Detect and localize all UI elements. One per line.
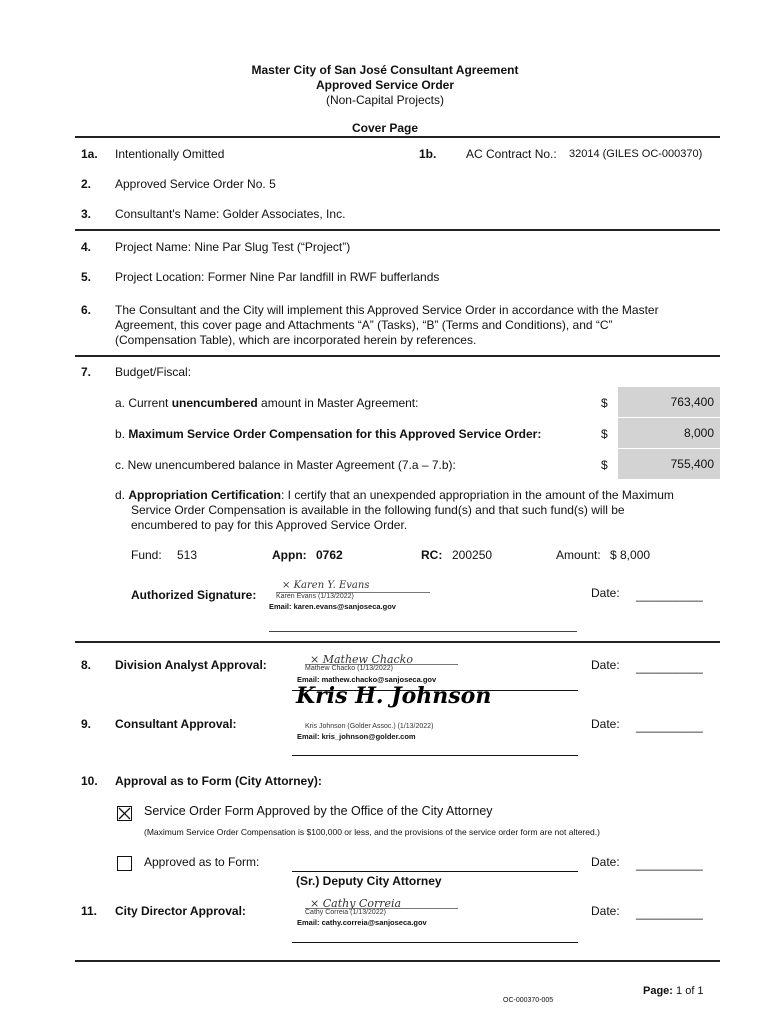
item-number: 2. bbox=[81, 177, 92, 191]
max-compensation-value: 8,000 bbox=[683, 426, 714, 440]
signature-underline bbox=[269, 631, 577, 632]
amount-label: Amount: bbox=[556, 548, 601, 562]
service-order-number: Approved Service Order No. 5 bbox=[115, 177, 276, 191]
item-number: 5. bbox=[81, 270, 92, 284]
currency-symbol: $ bbox=[601, 427, 608, 441]
item-number: 11. bbox=[81, 904, 98, 918]
date-field: __________ bbox=[636, 719, 703, 733]
ac-contract-label: AC Contract No.: bbox=[466, 147, 557, 161]
signature-meta: Karen Evans (1/13/2022) bbox=[276, 593, 354, 600]
currency-symbol: $ bbox=[601, 458, 608, 472]
current-unencumbered-box bbox=[618, 387, 720, 418]
date-label: Date: bbox=[591, 717, 620, 731]
current-unencumbered-value: 763,400 bbox=[670, 395, 714, 409]
date-field: __________ bbox=[636, 588, 703, 602]
item-number: 1b. bbox=[419, 147, 437, 161]
doc-subtitle: Approved Service Order bbox=[315, 78, 455, 92]
date-field: __________ bbox=[636, 660, 703, 674]
max-compensation-box bbox=[618, 418, 720, 449]
agreement-text-line: Agreement, this cover page and Attachments “A” (Tasks), “B” (Terms and Conditions), and “C” bbox=[115, 318, 613, 332]
fund-label: Fund: bbox=[131, 548, 162, 562]
date-label: Date: bbox=[591, 855, 620, 869]
city-director-label: City Director Approval: bbox=[115, 904, 246, 918]
signer-email: Email: karen.evans@sanjoseca.gov bbox=[269, 602, 396, 611]
agreement-text-line: (Compensation Table), which are incorporated herein by references. bbox=[115, 333, 477, 347]
item-number: 8. bbox=[81, 658, 92, 672]
project-location: Project Location: Former Nine Par landfill in RWF bufferlands bbox=[115, 270, 440, 284]
cover-page-heading: Cover Page bbox=[351, 121, 419, 135]
rc-value: 200250 bbox=[452, 548, 493, 562]
item-number: 9. bbox=[81, 717, 92, 731]
signature-underline bbox=[292, 755, 578, 756]
form-approved-note: (Maximum Service Order Compensation is $100,000 or less, and the provisions of the service order form are not altered.) bbox=[144, 827, 600, 837]
rc-label: RC: bbox=[421, 548, 443, 562]
appropriation-certification-line: d. Appropriation Certification: I certify that an unexpended appropriation in the amount of the Maximum bbox=[115, 488, 674, 502]
item-number: 3. bbox=[81, 207, 92, 221]
city-attorney-label: Approval as to Form (City Attorney): bbox=[115, 774, 322, 788]
item-number: 7. bbox=[81, 365, 92, 379]
divider bbox=[75, 136, 720, 138]
appn-value: 0762 bbox=[316, 548, 343, 562]
doc-title: Master City of San José Consultant Agreement bbox=[251, 63, 519, 77]
item-number: 6. bbox=[81, 303, 92, 317]
signature-image: × Karen Y. Evans bbox=[282, 580, 370, 591]
signer-email: Email: cathy.correia@sanjoseca.gov bbox=[297, 918, 427, 927]
signer-email: Email: mathew.chacko@sanjoseca.gov bbox=[297, 675, 437, 684]
ac-contract-value: 32014 (GILES OC-000370) bbox=[569, 148, 703, 160]
footer-code: OC-000370-005 bbox=[503, 997, 554, 1004]
amount-value: $ 8,000 bbox=[610, 548, 651, 562]
date-label: Date: bbox=[591, 658, 620, 672]
divider bbox=[75, 641, 720, 643]
consultant-name: Consultant's Name: Golder Associates, Inc. bbox=[115, 207, 346, 221]
approved-as-to-form-checkbox[interactable] bbox=[117, 856, 132, 871]
date-label: Date: bbox=[591, 904, 620, 918]
page-number: Page: 1 of 1 bbox=[643, 985, 704, 997]
divider bbox=[75, 229, 720, 231]
budget-heading: Budget/Fiscal: bbox=[115, 365, 192, 379]
new-balance-box bbox=[618, 449, 720, 480]
approved-as-to-form-label: Approved as to Form: bbox=[144, 855, 260, 869]
signature-meta: Kris Johnson (Golder Assoc.) (1/13/2022) bbox=[305, 723, 434, 730]
signature-image: × Cathy Correia bbox=[310, 897, 402, 910]
date-field: __________ bbox=[636, 906, 703, 920]
signer-email: Email: kris_johnson@golder.com bbox=[297, 732, 416, 741]
fund-value: 513 bbox=[177, 548, 198, 562]
project-name: Project Name: Nine Par Slug Test (“Project”) bbox=[115, 240, 351, 254]
doc-subtitle-2: (Non-Capital Projects) bbox=[325, 93, 445, 107]
checkmark-x-icon bbox=[118, 807, 131, 820]
item-number: 10. bbox=[81, 774, 98, 788]
appn-label: Appn: bbox=[272, 548, 307, 562]
new-balance-value: 755,400 bbox=[670, 457, 714, 471]
form-approved-text: Service Order Form Approved by the Office of the City Attorney bbox=[144, 804, 493, 818]
signature-underline bbox=[292, 871, 578, 872]
item-number: 1a. bbox=[81, 147, 98, 161]
consultant-approval-label: Consultant Approval: bbox=[115, 717, 237, 731]
max-compensation-label: b. Maximum Service Order Compensation for this Approved Service Order: bbox=[115, 427, 542, 441]
current-unencumbered-label: a. Current unencumbered amount in Master Agreement: bbox=[115, 396, 419, 410]
signature-meta: Mathew Chacko (1/13/2022) bbox=[305, 665, 393, 672]
appropriation-text-line: encumbered to pay for this Approved Service Order. bbox=[131, 518, 408, 532]
item-1a-text: Intentionally Omitted bbox=[115, 147, 225, 161]
signature-underline bbox=[292, 942, 578, 943]
signature-meta: Cathy Correia (1/13/2022) bbox=[305, 909, 386, 916]
currency-symbol: $ bbox=[601, 396, 608, 410]
appropriation-text-line: Service Order Compensation is available in the following fund(s) and that such fund(s) will be bbox=[131, 503, 625, 517]
item-number: 4. bbox=[81, 240, 92, 254]
divider bbox=[75, 355, 720, 357]
date-field: __________ bbox=[636, 857, 703, 871]
new-balance-label: c. New unencumbered balance in Master Agreement (7.a – 7.b): bbox=[115, 458, 456, 472]
authorized-signature-label: Authorized Signature: bbox=[131, 588, 257, 602]
agreement-text-line: The Consultant and the City will implement this Approved Service Order in accordance with the Master bbox=[115, 303, 659, 317]
divider bbox=[75, 960, 720, 962]
consultant-handwritten-signature: Kris H. Johnson bbox=[296, 683, 492, 709]
date-label: Date: bbox=[591, 586, 620, 600]
form-approved-checkbox[interactable] bbox=[117, 806, 132, 821]
signature-image: × Mathew Chacko bbox=[310, 653, 413, 666]
division-analyst-label: Division Analyst Approval: bbox=[115, 658, 267, 672]
deputy-city-attorney-title: (Sr.) Deputy City Attorney bbox=[296, 874, 442, 888]
